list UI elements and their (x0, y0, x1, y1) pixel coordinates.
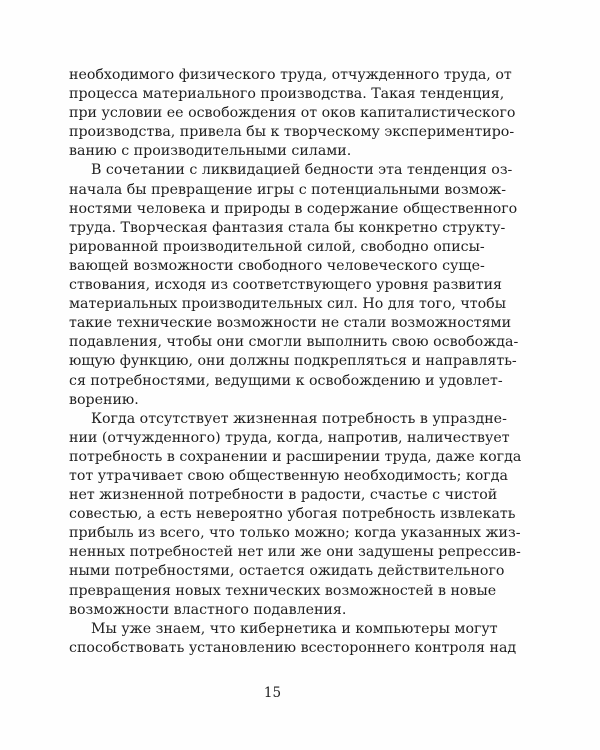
text-line: процесса материального производства. Такая тенденция, (69, 86, 505, 103)
text-line: труда. Творческая фантазия стала бы конкретно структу- (69, 219, 506, 236)
text-line: ностями человека и природы в содержание общественного (69, 200, 518, 217)
text-line: рированной производительной силой, свободно описы- (69, 238, 485, 255)
text-line: ющую функцию, они должны подкрепляться и направлять- (69, 353, 517, 370)
text-line: подавления, чтобы они смогли выполнить свою освобожда- (69, 334, 519, 351)
text-line: тот утрачивает свою общественную необходимость; когда (69, 467, 508, 484)
text-line: потребность в сохранении и расширении труда, даже когда (69, 448, 522, 465)
text-line: такие технические возможности не стали возможностями (69, 315, 512, 332)
text-line: возможности властного подавления. (69, 601, 347, 618)
text-line: вающей возможности свободного человеческого суще- (69, 257, 485, 274)
paragraph-first-line: В сочетании с ликвидацией бедности эта тенденция оз- (91, 162, 513, 179)
text-line: производства, привела бы к творческому экспериментиро- (69, 124, 515, 141)
text-line: ствования, исходя из соответствующего уровня развития (69, 277, 503, 294)
page-number: 15 (263, 685, 282, 701)
paragraph-first-line: Мы уже знаем, что кибернетика и компьютеры могут (91, 620, 498, 637)
text-line: ся потребностями, ведущими к освобождению и удовлет- (69, 372, 503, 389)
text-line: необходимого физического труда, отчужденного труда, от (69, 67, 512, 83)
text-line: прибыль из всего, что только можно; когда указанных жиз- (69, 525, 521, 542)
paragraph-first-line: Когда отсутствует жизненная потребность в упраздне- (91, 410, 507, 427)
text-line: ненных потребностей нет или же они задушены репрессив- (69, 544, 521, 561)
text-line: начала бы превращение игры с потенциальными возмож- (69, 181, 507, 198)
text-line: при условии ее освобождения от оков капиталистического (69, 105, 516, 122)
text-line: ными потребностями, остается ожидать действительного (69, 563, 505, 580)
text-line: нет жизненной потребности в радости, счастье с чистой (69, 487, 498, 504)
text-line: ворению. (69, 391, 139, 408)
text-line: материальных производительных сил. Но для того, чтобы (69, 296, 507, 313)
text-line: совестью, а есть невероятно убогая потребность извлекать (69, 506, 516, 523)
text-line: нии (отчужденного) труда, когда, напротив, наличествует (69, 429, 510, 446)
body-text (69, 66, 522, 658)
text-line: превращения новых технических возможностей в новые (69, 582, 497, 599)
text-line: способствовать установлению всестороннего контроля над (69, 639, 517, 656)
text-line: ванию с производительными силами. (69, 143, 352, 160)
